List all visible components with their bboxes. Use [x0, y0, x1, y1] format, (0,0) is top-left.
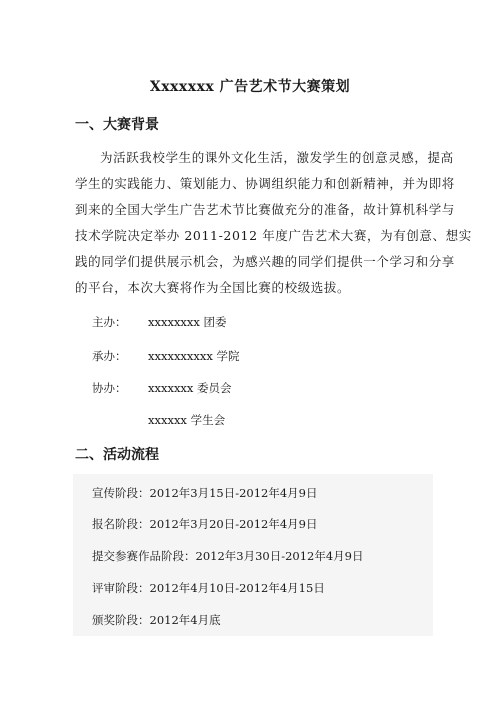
paragraph-line: 学生的实践能力、策划能力、协调组织能力和创新精神，并为即将 — [75, 176, 455, 191]
organizer-value: xxxxxxxxxx 学院 — [148, 349, 240, 363]
paragraph-line: 为活跃我校学生的课外文化生活，激发学生的创意灵感，提高 — [100, 150, 454, 165]
paragraph-line: 践的同学们提供展示机会，为感兴趣的同学们提供一个学习和分享 — [75, 254, 455, 269]
section-heading-process: 二、活动流程 — [75, 447, 159, 463]
organizer-label: 主办： — [92, 315, 127, 329]
organizer-label: 协办： — [92, 381, 127, 395]
stage-item: 提交参赛作品阶段：2012年3月30日-2012年4月9日 — [92, 549, 364, 563]
section-heading-background: 一、大赛背景 — [75, 117, 159, 133]
organizer-value: xxxxxxx 委员会 — [148, 381, 232, 395]
paragraph-line: 到来的全国大学生广告艺术节比赛做充分的准备，故计算机科学与 — [75, 202, 455, 217]
document-title: Xxxxxxx 广告艺术节大赛策划 — [149, 79, 351, 95]
organizer-value: xxxxxxxx 团委 — [148, 315, 227, 329]
stage-item: 宣传阶段：2012年3月15日-2012年4月9日 — [92, 486, 318, 500]
paragraph-line: 技术学院决定举办 2011-2012 年度广告艺术大赛，为有创意、想实 — [75, 228, 472, 243]
stage-item: 评审阶段：2012年4月10日-2012年4月15日 — [92, 581, 325, 595]
stage-item: 报名阶段：2012年3月20日-2012年4月9日 — [92, 517, 318, 531]
paragraph-line: 的平台，本次大赛将作为全国比赛的校级选拔。 — [75, 280, 351, 295]
organizer-value: xxxxxx 学生会 — [148, 413, 226, 427]
stage-item: 颁奖阶段：2012年4月底 — [92, 613, 221, 627]
organizer-label: 承办： — [92, 349, 127, 363]
